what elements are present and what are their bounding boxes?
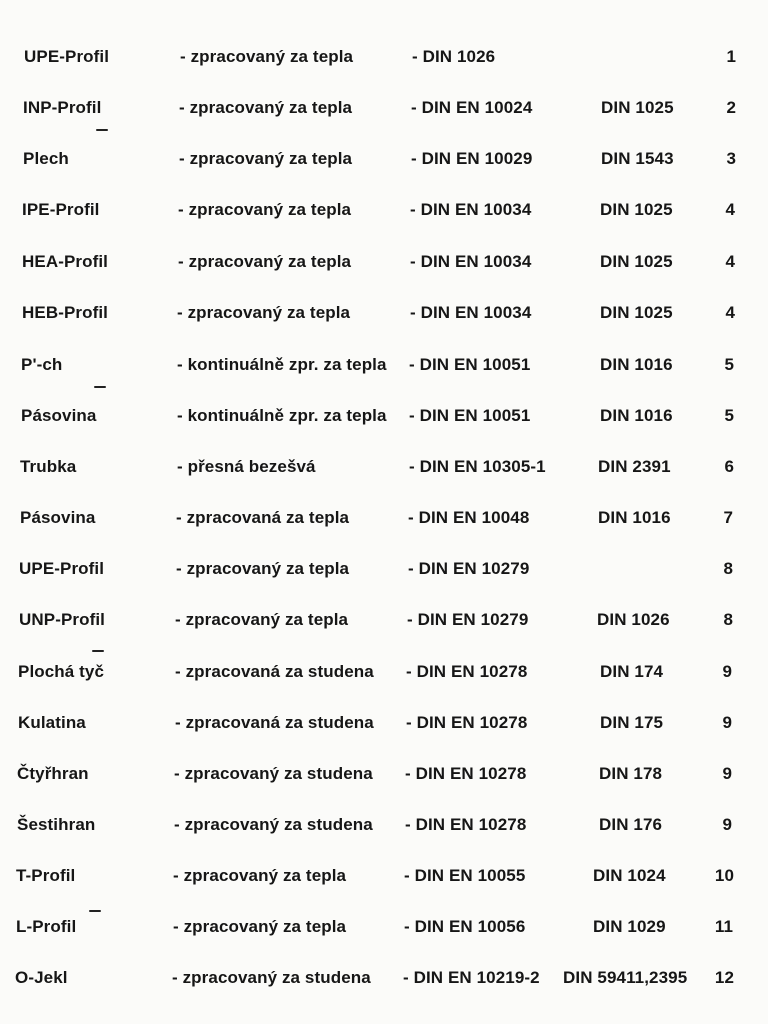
table-row	[0, 149, 768, 179]
processing-type: - zpracovaný za tepla	[173, 917, 347, 936]
material-name: Trubka	[20, 457, 77, 476]
material-name: Šestihran	[17, 815, 96, 834]
row-number: 9	[722, 764, 732, 783]
table-row	[0, 406, 768, 436]
din-code: DIN 1543	[601, 149, 674, 168]
standard-code: - DIN EN 10048	[408, 508, 530, 527]
material-name: UPE-Profil	[19, 559, 105, 578]
material-name: HEA-Profil	[22, 252, 108, 271]
standard-code: - DIN EN 10055	[404, 866, 526, 885]
processing-type: - zpracovaný za tepla	[178, 200, 352, 219]
processing-type: - zpracovaný za tepla	[179, 98, 353, 117]
table-row	[0, 662, 768, 692]
din-code: DIN 1024	[593, 866, 666, 885]
table-row	[0, 508, 768, 538]
row-number: 7	[723, 508, 733, 527]
material-name: P'-ch	[21, 355, 63, 374]
row-number: 9	[722, 713, 732, 732]
standard-code: - DIN EN 10056	[404, 917, 526, 936]
material-name: IPE-Profil	[22, 200, 100, 219]
processing-type: - zpracovaný za tepla	[179, 149, 353, 168]
row-number: 4	[725, 200, 735, 219]
table-row	[0, 559, 768, 589]
row-number: 11	[714, 917, 733, 936]
row-number: 4	[725, 303, 735, 322]
row-number: 8	[723, 559, 733, 578]
table-row	[0, 866, 768, 896]
din-code: DIN 1025	[601, 98, 674, 117]
scan-mark	[94, 386, 106, 388]
din-code: DIN 176	[599, 815, 663, 834]
processing-type: - zpracovaný za tepla	[175, 610, 349, 629]
table-row	[0, 200, 768, 230]
din-code: DIN 1029	[593, 917, 666, 936]
table-row	[0, 764, 768, 794]
standard-code: - DIN EN 10278	[406, 662, 528, 681]
scan-mark	[92, 650, 104, 652]
processing-type: - zpracovaný za tepla	[180, 47, 354, 66]
processing-type: - zpracovaný za tepla	[176, 559, 350, 578]
processing-type: - zpracovaný za tepla	[177, 303, 351, 322]
din-code: DIN 2391	[598, 457, 671, 476]
standard-code: - DIN EN 10305-1	[409, 457, 546, 476]
table-row	[0, 968, 768, 998]
processing-type: - zpracovaná za tepla	[176, 508, 350, 527]
din-code: DIN 1016	[598, 508, 671, 527]
row-number: 2	[726, 98, 736, 117]
material-name: INP-Profil	[23, 98, 102, 117]
processing-type: - zpracovaná za studena	[175, 713, 374, 732]
scan-mark	[96, 129, 108, 131]
material-name: L-Profil	[16, 917, 77, 936]
din-code: DIN 175	[600, 713, 664, 732]
material-name: Čtyřhran	[17, 764, 89, 783]
material-name: Plech	[23, 149, 69, 168]
standard-code: - DIN EN 10219-2	[403, 968, 540, 987]
processing-type: - zpracovaný za studena	[172, 968, 371, 987]
processing-type: - zpracovaný za tepla	[178, 252, 352, 271]
table-row	[0, 917, 768, 947]
standard-code: - DIN EN 10029	[411, 149, 533, 168]
processing-type: - kontinuálně zpr. za tepla	[177, 406, 387, 425]
processing-type: - zpracovaný za studena	[174, 764, 373, 783]
din-code: DIN 59411,2395	[563, 968, 688, 987]
din-code: DIN 1025	[600, 303, 673, 322]
standard-code: - DIN EN 10279	[407, 610, 529, 629]
din-code: DIN 174	[600, 662, 664, 681]
row-number: 6	[724, 457, 734, 476]
scan-mark	[89, 910, 101, 912]
din-code: DIN 1016	[600, 406, 673, 425]
din-code: DIN 1016	[600, 355, 673, 374]
material-name: T-Profil	[16, 866, 76, 885]
table-row	[0, 252, 768, 282]
standard-code: - DIN EN 10051	[409, 406, 531, 425]
standard-code: - DIN EN 10024	[411, 98, 533, 117]
processing-type: - přesná bezešvá	[177, 457, 316, 476]
din-code: DIN 1025	[600, 200, 673, 219]
table-row	[0, 303, 768, 333]
standard-code: - DIN EN 10034	[410, 200, 532, 219]
table-row	[0, 815, 768, 845]
processing-type: - kontinuálně zpr. za tepla	[177, 355, 387, 374]
row-number: 12	[714, 968, 734, 987]
table-row	[0, 47, 768, 77]
material-name: Pásovina	[20, 508, 96, 527]
din-code: DIN 178	[599, 764, 663, 783]
table-row	[0, 457, 768, 487]
row-number: 1	[726, 47, 736, 66]
standard-code: - DIN EN 10051	[409, 355, 531, 374]
table-row	[0, 713, 768, 743]
din-code: DIN 1026	[597, 610, 670, 629]
table-row	[0, 355, 768, 385]
standard-code: - DIN EN 10279	[408, 559, 530, 578]
processing-type: - zpracovaný za tepla	[173, 866, 347, 885]
table-row	[0, 610, 768, 640]
row-number: 3	[726, 149, 736, 168]
row-number: 4	[725, 252, 735, 271]
row-number: 8	[723, 610, 733, 629]
row-number: 10	[714, 866, 734, 885]
din-code: DIN 1025	[600, 252, 673, 271]
material-name: Kulatina	[18, 713, 86, 732]
standard-code: - DIN EN 10278	[405, 764, 527, 783]
row-number: 5	[724, 355, 734, 374]
material-name: HEB-Profil	[22, 303, 108, 322]
row-number: 9	[722, 662, 732, 681]
material-name: O-Jekl	[15, 968, 68, 987]
processing-type: - zpracovaná za studena	[175, 662, 374, 681]
material-name: UNP-Profil	[19, 610, 105, 629]
standard-code: - DIN 1026	[412, 47, 496, 66]
standard-code: - DIN EN 10034	[410, 252, 532, 271]
standard-code: - DIN EN 10034	[410, 303, 532, 322]
material-name: UPE-Profil	[24, 47, 110, 66]
material-name: Plochá tyč	[18, 662, 105, 681]
standard-code: - DIN EN 10278	[406, 713, 528, 732]
row-number: 9	[722, 815, 732, 834]
material-name: Pásovina	[21, 406, 97, 425]
row-number: 5	[724, 406, 734, 425]
processing-type: - zpracovaný za studena	[174, 815, 373, 834]
standard-code: - DIN EN 10278	[405, 815, 527, 834]
table-row	[0, 98, 768, 128]
